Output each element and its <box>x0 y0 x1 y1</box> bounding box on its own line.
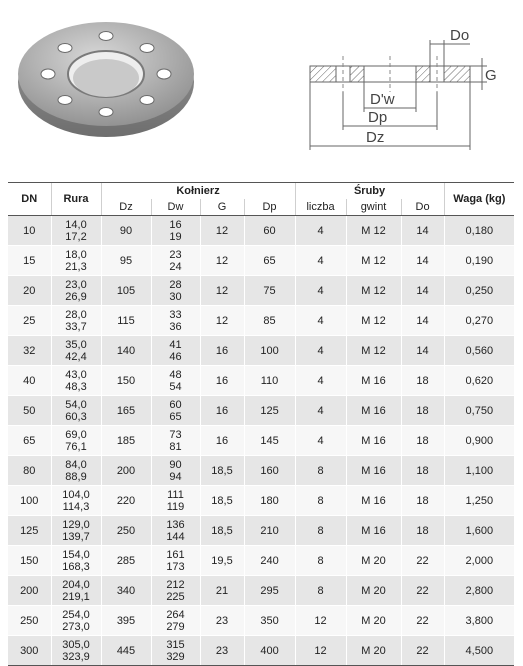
cell-waga: 1,250 <box>444 486 514 516</box>
cell-liczba: 4 <box>295 306 346 336</box>
cell-liczba: 4 <box>295 246 346 276</box>
cell-liczba: 12 <box>295 636 346 666</box>
cell-dw: 60 65 <box>151 396 200 426</box>
cell-dn: 50 <box>8 396 51 426</box>
cell-dp: 295 <box>244 576 295 606</box>
cell-dn: 65 <box>8 426 51 456</box>
label-do: Do <box>450 27 470 44</box>
cell-do: 18 <box>401 396 444 426</box>
header-dz: Dz <box>101 199 151 216</box>
cell-dw: 90 94 <box>151 456 200 486</box>
cell-rura: 14,0 17,2 <box>51 216 101 246</box>
cell-dn: 125 <box>8 516 51 546</box>
cell-g: 12 <box>200 276 244 306</box>
cell-dw: 28 30 <box>151 276 200 306</box>
cell-waga: 2,000 <box>444 546 514 576</box>
cell-g: 12 <box>200 306 244 336</box>
table-row <box>8 216 514 246</box>
table-row <box>8 636 514 666</box>
cell-gwint: M 12 <box>346 336 401 366</box>
cell-gwint: M 16 <box>346 516 401 546</box>
table-row <box>8 336 514 366</box>
cell-dp: 180 <box>244 486 295 516</box>
cell-do: 22 <box>401 636 444 666</box>
cell-rura: 104,0 114,3 <box>51 486 101 516</box>
cell-gwint: M 20 <box>346 576 401 606</box>
cell-dz: 285 <box>101 546 151 576</box>
cell-dn: 150 <box>8 546 51 576</box>
cell-liczba: 4 <box>295 426 346 456</box>
cell-dw: 111 119 <box>151 486 200 516</box>
cell-dp: 210 <box>244 516 295 546</box>
cell-dn: 80 <box>8 456 51 486</box>
cell-dz: 220 <box>101 486 151 516</box>
cell-do: 22 <box>401 576 444 606</box>
table-row <box>8 366 514 396</box>
cell-g: 18,5 <box>200 456 244 486</box>
label-g: G <box>485 67 497 84</box>
cell-do: 18 <box>401 486 444 516</box>
cell-dz: 185 <box>101 426 151 456</box>
cell-dz: 340 <box>101 576 151 606</box>
table-row <box>8 426 514 456</box>
cell-g: 12 <box>200 216 244 246</box>
cell-dn: 20 <box>8 276 51 306</box>
cell-do: 14 <box>401 216 444 246</box>
cell-dw: 212 225 <box>151 576 200 606</box>
cell-rura: 84,0 88,9 <box>51 456 101 486</box>
cell-g: 16 <box>200 336 244 366</box>
header-gwint: gwint <box>346 199 401 216</box>
table-row <box>8 396 514 426</box>
cell-rura: 43,0 48,3 <box>51 366 101 396</box>
cell-dp: 110 <box>244 366 295 396</box>
header-kolnierz: Kołnierz <box>101 183 295 200</box>
cell-gwint: M 16 <box>346 486 401 516</box>
cell-rura: 23,0 26,9 <box>51 276 101 306</box>
header-do: Do <box>401 199 444 216</box>
cell-do: 18 <box>401 426 444 456</box>
cell-rura: 254,0 273,0 <box>51 606 101 636</box>
cell-rura: 154,0 168,3 <box>51 546 101 576</box>
cell-dw: 16 19 <box>151 216 200 246</box>
header-liczba: liczba <box>295 199 346 216</box>
cell-liczba: 4 <box>295 276 346 306</box>
cell-dw: 315 329 <box>151 636 200 666</box>
cell-dz: 90 <box>101 216 151 246</box>
cell-dp: 85 <box>244 306 295 336</box>
cell-rura: 28,0 33,7 <box>51 306 101 336</box>
cell-do: 14 <box>401 306 444 336</box>
cell-liczba: 4 <box>295 366 346 396</box>
cell-dw: 264 279 <box>151 606 200 636</box>
flange-technical-drawing <box>302 10 517 170</box>
cell-dz: 395 <box>101 606 151 636</box>
cell-do: 14 <box>401 246 444 276</box>
cell-dp: 65 <box>244 246 295 276</box>
cell-dp: 145 <box>244 426 295 456</box>
flange-spec-table <box>8 182 514 666</box>
cell-gwint: M 16 <box>346 456 401 486</box>
cell-g: 23 <box>200 606 244 636</box>
cell-rura: 129,0 139,7 <box>51 516 101 546</box>
table-row <box>8 306 514 336</box>
cell-g: 18,5 <box>200 486 244 516</box>
header-dp: Dp <box>244 199 295 216</box>
cell-liczba: 4 <box>295 396 346 426</box>
cell-gwint: M 12 <box>346 306 401 336</box>
cell-liczba: 8 <box>295 456 346 486</box>
cell-dp: 75 <box>244 276 295 306</box>
label-dz: Dz <box>366 129 385 146</box>
cell-gwint: M 16 <box>346 396 401 426</box>
cell-rura: 18,0 21,3 <box>51 246 101 276</box>
cell-liczba: 8 <box>295 546 346 576</box>
label-dw: D'w <box>370 91 395 108</box>
cell-dz: 165 <box>101 396 151 426</box>
header-sruby: Śruby <box>295 183 444 200</box>
cell-dz: 140 <box>101 336 151 366</box>
cell-waga: 0,560 <box>444 336 514 366</box>
table-row <box>8 546 514 576</box>
cell-dn: 25 <box>8 306 51 336</box>
cell-dw: 136 144 <box>151 516 200 546</box>
cell-gwint: M 20 <box>346 546 401 576</box>
cell-g: 18,5 <box>200 516 244 546</box>
cell-waga: 1,100 <box>444 456 514 486</box>
cell-waga: 0,180 <box>444 216 514 246</box>
cell-liczba: 8 <box>295 516 346 546</box>
table-body <box>8 216 514 666</box>
header-rura: Rura <box>51 183 101 216</box>
cell-dp: 60 <box>244 216 295 246</box>
cell-g: 16 <box>200 366 244 396</box>
header-dn: DN <box>8 183 51 216</box>
table-row <box>8 606 514 636</box>
header-waga: Waga (kg) <box>444 183 514 216</box>
cell-liczba: 8 <box>295 486 346 516</box>
cell-waga: 0,270 <box>444 306 514 336</box>
cell-gwint: M 16 <box>346 426 401 456</box>
cell-dw: 33 36 <box>151 306 200 336</box>
cell-dz: 250 <box>101 516 151 546</box>
cell-dw: 48 54 <box>151 366 200 396</box>
cell-waga: 1,600 <box>444 516 514 546</box>
cell-waga: 2,800 <box>444 576 514 606</box>
cell-dn: 32 <box>8 336 51 366</box>
cell-waga: 4,500 <box>444 636 514 666</box>
cell-waga: 0,190 <box>444 246 514 276</box>
cell-rura: 69,0 76,1 <box>51 426 101 456</box>
table-row <box>8 456 514 486</box>
cell-dn: 10 <box>8 216 51 246</box>
cell-dw: 23 24 <box>151 246 200 276</box>
cell-liczba: 12 <box>295 606 346 636</box>
cell-dw: 161 173 <box>151 546 200 576</box>
cell-dp: 240 <box>244 546 295 576</box>
cell-g: 12 <box>200 246 244 276</box>
cell-dp: 400 <box>244 636 295 666</box>
table-row <box>8 246 514 276</box>
cell-gwint: M 12 <box>346 216 401 246</box>
cell-gwint: M 12 <box>346 276 401 306</box>
cell-dz: 95 <box>101 246 151 276</box>
cell-g: 16 <box>200 426 244 456</box>
cell-rura: 54,0 60,3 <box>51 396 101 426</box>
cell-gwint: M 20 <box>346 606 401 636</box>
cell-waga: 0,620 <box>444 366 514 396</box>
cell-gwint: M 16 <box>346 366 401 396</box>
cell-g: 21 <box>200 576 244 606</box>
cell-dw: 73 81 <box>151 426 200 456</box>
cell-dz: 200 <box>101 456 151 486</box>
cell-dn: 40 <box>8 366 51 396</box>
cell-dp: 125 <box>244 396 295 426</box>
cell-liczba: 4 <box>295 216 346 246</box>
cell-waga: 0,750 <box>444 396 514 426</box>
cell-liczba: 8 <box>295 576 346 606</box>
cell-dz: 445 <box>101 636 151 666</box>
cell-do: 18 <box>401 456 444 486</box>
cell-waga: 0,250 <box>444 276 514 306</box>
cell-dz: 115 <box>101 306 151 336</box>
cell-rura: 305,0 323,9 <box>51 636 101 666</box>
cell-g: 23 <box>200 636 244 666</box>
cell-dp: 100 <box>244 336 295 366</box>
cell-dn: 100 <box>8 486 51 516</box>
header-dw: Dw <box>151 199 200 216</box>
cell-gwint: M 12 <box>346 246 401 276</box>
cell-do: 14 <box>401 276 444 306</box>
cell-do: 18 <box>401 366 444 396</box>
cell-dw: 41 46 <box>151 336 200 366</box>
cell-dz: 150 <box>101 366 151 396</box>
cell-dn: 15 <box>8 246 51 276</box>
cell-waga: 0,900 <box>444 426 514 456</box>
table-row <box>8 516 514 546</box>
cell-do: 22 <box>401 606 444 636</box>
table-row <box>8 486 514 516</box>
cell-dn: 250 <box>8 606 51 636</box>
cell-dn: 200 <box>8 576 51 606</box>
cell-liczba: 4 <box>295 336 346 366</box>
cell-do: 14 <box>401 336 444 366</box>
cell-dp: 350 <box>244 606 295 636</box>
header-g: G <box>200 199 244 216</box>
cell-rura: 35,0 42,4 <box>51 336 101 366</box>
table-row <box>8 276 514 306</box>
table-row <box>8 576 514 606</box>
cell-do: 18 <box>401 516 444 546</box>
cell-gwint: M 20 <box>346 636 401 666</box>
cell-dz: 105 <box>101 276 151 306</box>
cell-g: 19,5 <box>200 546 244 576</box>
cell-do: 22 <box>401 546 444 576</box>
flange-photo <box>8 22 208 172</box>
cell-waga: 3,800 <box>444 606 514 636</box>
cell-g: 16 <box>200 396 244 426</box>
cell-dn: 300 <box>8 636 51 666</box>
cell-rura: 204,0 219,1 <box>51 576 101 606</box>
label-dp: Dp <box>368 109 388 126</box>
cell-dp: 160 <box>244 456 295 486</box>
figure-area <box>0 0 523 178</box>
